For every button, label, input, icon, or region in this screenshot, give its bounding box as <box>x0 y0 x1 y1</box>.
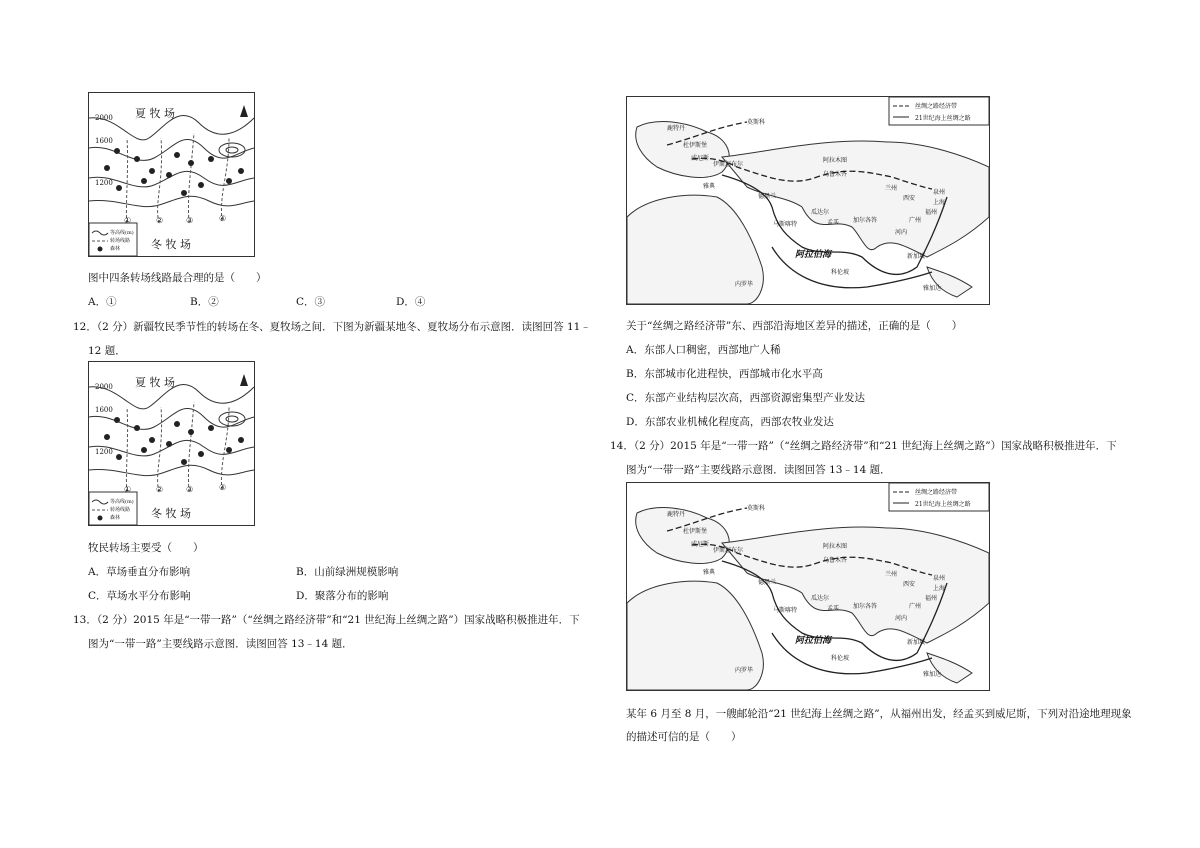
question-12-line-2: 12 题． <box>88 345 126 357</box>
place-label: 雅加达 <box>923 285 942 292</box>
place-label: 上海 <box>933 585 946 592</box>
route-marker: ② <box>156 216 164 225</box>
question-13-line-1: 13．（2 分）2015 年是“一带一路”（“丝绸之路经济带”和“21 世纪海上丝绸之路”）国家战略积极推进年．下 <box>73 614 580 626</box>
place-label: 马斯喀特 <box>773 607 798 614</box>
place-label: 阿拉伯海 <box>795 250 832 260</box>
place-label: 伊斯坦布尔 <box>713 547 744 554</box>
place-label: 马斯喀特 <box>773 221 798 228</box>
winter-pasture-label: 冬 牧 场 <box>151 238 191 251</box>
place-label: 兰州 <box>885 185 898 192</box>
winter-pasture-label: 冬 牧 场 <box>151 507 191 520</box>
belt-road-map-1 <box>626 96 990 305</box>
legend-item: 森林 <box>110 246 121 252</box>
legend-item: 等高线(m) <box>110 230 134 236</box>
place-label: 阿拉伯海 <box>795 636 832 646</box>
option-a: A．草场垂直分布影响 <box>88 566 191 578</box>
place-label: 泉州 <box>933 189 946 196</box>
pasture-map-2 <box>88 361 255 526</box>
option-d: D．东部农业机械化程度高，西部农牧业发达 <box>626 416 834 428</box>
option-c: C．③ <box>296 296 326 308</box>
summer-pasture-label: 夏 牧 场 <box>135 107 175 120</box>
place-label: 泉州 <box>933 575 946 582</box>
contour-label: 2000 <box>95 114 113 122</box>
place-label: 瓜达尔 <box>811 595 830 602</box>
option-d: D．聚落分布的影响 <box>296 590 389 602</box>
option-c: C．东部产业结构层次高，西部资源密集型产业发达 <box>626 392 866 404</box>
place-label: 兰州 <box>885 571 898 578</box>
legend-item: 转场线路 <box>110 238 131 244</box>
place-label: 新加坡 <box>907 639 926 646</box>
place-label: 伊斯坦布尔 <box>713 161 744 168</box>
summer-pasture-label: 夏 牧 场 <box>135 376 175 389</box>
question-12-line-1: 12．（2 分）新疆牧民季节性的转场在冬、夏牧场之间．下图为新疆某地冬、夏牧场分布示意图．读图回答 11﹣ <box>73 321 591 333</box>
place-label: 上海 <box>933 199 946 206</box>
option-c: C．草场水平分布影响 <box>88 590 191 602</box>
route-marker: ② <box>156 485 164 494</box>
question-route-stem: 图中四条转场线路最合理的是（ ） <box>88 272 267 284</box>
place-label: 雅典 <box>703 183 716 190</box>
option-b: B．② <box>190 296 219 308</box>
contour-label: 1600 <box>95 406 113 414</box>
place-label: 福州 <box>925 209 938 216</box>
contour-label: 1200 <box>95 179 113 187</box>
option-a: A．① <box>88 296 117 308</box>
legend-item: 转场线路 <box>110 507 131 513</box>
pasture-map-1 <box>88 92 255 257</box>
place-label: 加尔各答 <box>853 217 878 224</box>
place-label: 西安 <box>903 195 916 202</box>
place-label: 阿拉木图 <box>823 543 848 550</box>
place-label: 广州 <box>909 217 922 224</box>
route-marker: ③ <box>186 485 194 494</box>
place-label: 加尔各答 <box>853 603 878 610</box>
place-label: 新加坡 <box>907 253 926 260</box>
legend-land-route: 丝绸之路经济带 <box>915 103 958 110</box>
place-label: 阿拉木图 <box>823 157 848 164</box>
place-label: 雅典 <box>703 569 716 576</box>
legend-sea-route: 21世纪海上丝绸之路 <box>915 501 971 508</box>
place-label: 德黑兰 <box>758 193 777 200</box>
route-marker: ④ <box>219 214 227 223</box>
place-label: 瓜达尔 <box>811 209 830 216</box>
route-marker: ① <box>124 485 132 494</box>
place-label: 德黑兰 <box>758 579 777 586</box>
place-label: 乌鲁木齐 <box>823 171 848 178</box>
legend-item: 森林 <box>110 515 121 521</box>
place-label: 科伦坡 <box>831 269 850 276</box>
place-label: 杜伊斯堡 <box>683 528 708 535</box>
option-d: D．④ <box>396 296 426 308</box>
question-14-line-1: 14．（2 分）2015 年是“一带一路”（“丝绸之路经济带”和“21 世纪海上丝绸之路”）国家战略积极推进年．下 <box>610 440 1117 452</box>
place-label: 威尼斯 <box>691 541 710 548</box>
route-marker: ④ <box>219 483 227 492</box>
option-a: A．东部人口稠密，西部地广人稀 <box>626 344 781 356</box>
place-label: 福州 <box>925 595 938 602</box>
legend-item: 等高线(m) <box>110 499 134 505</box>
question-voyage-line-2: 的描述可信的是（ ） <box>626 731 742 743</box>
contour-label: 1600 <box>95 137 113 145</box>
option-b: B．东部城市化进程快，西部城市化水平高 <box>626 368 823 380</box>
place-label: 鹿特丹 <box>667 511 686 518</box>
place-label: 威尼斯 <box>691 155 710 162</box>
place-label: 孟买 <box>827 605 840 612</box>
place-label: 孟买 <box>827 219 840 226</box>
belt-road-map-2 <box>626 482 990 691</box>
legend-land-route: 丝绸之路经济带 <box>915 489 958 496</box>
place-label: 鹿特丹 <box>667 125 686 132</box>
route-marker: ③ <box>186 216 194 225</box>
legend-sea-route: 21世纪海上丝绸之路 <box>915 115 971 122</box>
place-label: 西安 <box>903 581 916 588</box>
question-14-line-2: 图为“一带一路”主要线路示意图．读图回答 13﹣14 题． <box>626 464 891 476</box>
contour-label: 2000 <box>95 383 113 391</box>
place-label: 河内 <box>895 615 908 622</box>
route-marker: ① <box>124 216 132 225</box>
place-label: 乌鲁木齐 <box>823 557 848 564</box>
place-label: 广州 <box>909 603 922 610</box>
question-reason-stem: 牧民转场主要受（ ） <box>88 542 204 554</box>
place-label: 科伦坡 <box>831 655 850 662</box>
place-label: 河内 <box>895 229 908 236</box>
place-label: 莫斯科 <box>747 119 766 126</box>
question-diff-stem: 关于“丝绸之路经济带”东、西部沿海地区差异的描述，正确的是（ ） <box>626 320 963 332</box>
question-voyage-line-1: 某年 6 月至 8 月，一艘邮轮沿“21 世纪海上丝绸之路”，从福州出发，经孟买到威尼斯，下列对沿途地理现象 <box>626 708 1132 720</box>
place-label: 雅加达 <box>923 671 942 678</box>
option-b: B．山前绿洲规模影响 <box>296 566 399 578</box>
place-label: 莫斯科 <box>747 505 766 512</box>
place-label: 杜伊斯堡 <box>683 142 708 149</box>
place-label: 内罗毕 <box>735 281 754 288</box>
place-label: 内罗毕 <box>735 667 754 674</box>
contour-label: 1200 <box>95 448 113 456</box>
question-13-line-2: 图为“一带一路”主要线路示意图．读图回答 13﹣14 题． <box>88 638 353 650</box>
